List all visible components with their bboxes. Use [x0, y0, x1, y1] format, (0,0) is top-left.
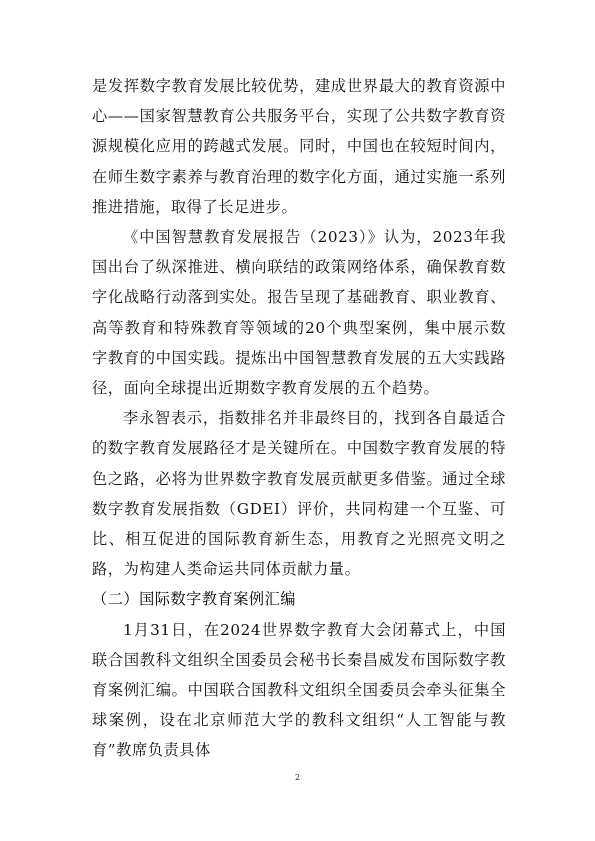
paragraph-1: 是发挥数字教育发展比较优势，建成世界最大的教育资源中心——国家智慧教育公共服务平台，实现了公共数字教育资源规模化应用的跨越式发展。同时，中国也在较短时间内，在师生数字素养与教育治理的数字化方面，通过实施一系列推进措施，取得了长足进步。: [92, 77, 506, 216]
page-number: 2: [294, 773, 301, 782]
page-content: [92, 71, 506, 766]
paragraph-4: 1月31日，在2024世界数字教育大会闭幕式上，中国联合国教科文组织全国委员会秘书长秦昌威发布国际数字教育案例汇编。中国联合国教科文组织全国委员会牵头征集全球案例，设在北京师范大学的教科文组织“人工智能与教育”教席负责具体: [92, 620, 506, 760]
paragraph-3: 李永智表示，指数排名并非最终目的，找到各自最适合的数字教育发展路径才是关键所在。中国数字教育发展的特色之路，必将为世界数字教育发展贡献更多借鉴。通过全球数字教育发展指数（GDEI）评价，共同构建一个互鉴、可比、相互促进的国际教育新生态，用教育之光照亮文明之路，为构建人类命运共同体贡献力量。: [92, 409, 506, 579]
paragraph-2: 《中国智慧教育发展报告（2023）》认为，2023年我国出台了纵深推进、横向联结的政策网络体系，确保教育数字化战略行动落到实处。报告呈现了基础教育、职业教育、高等教育和特殊教育等领域的20个典型案例，集中展示数字教育的中国实践。提炼出中国智慧教育发展的五大实践路径，面向全球提出近期数字教育发展的五个趋势。: [92, 228, 506, 398]
section-heading: （二）国际数字教育案例汇编: [92, 590, 296, 609]
